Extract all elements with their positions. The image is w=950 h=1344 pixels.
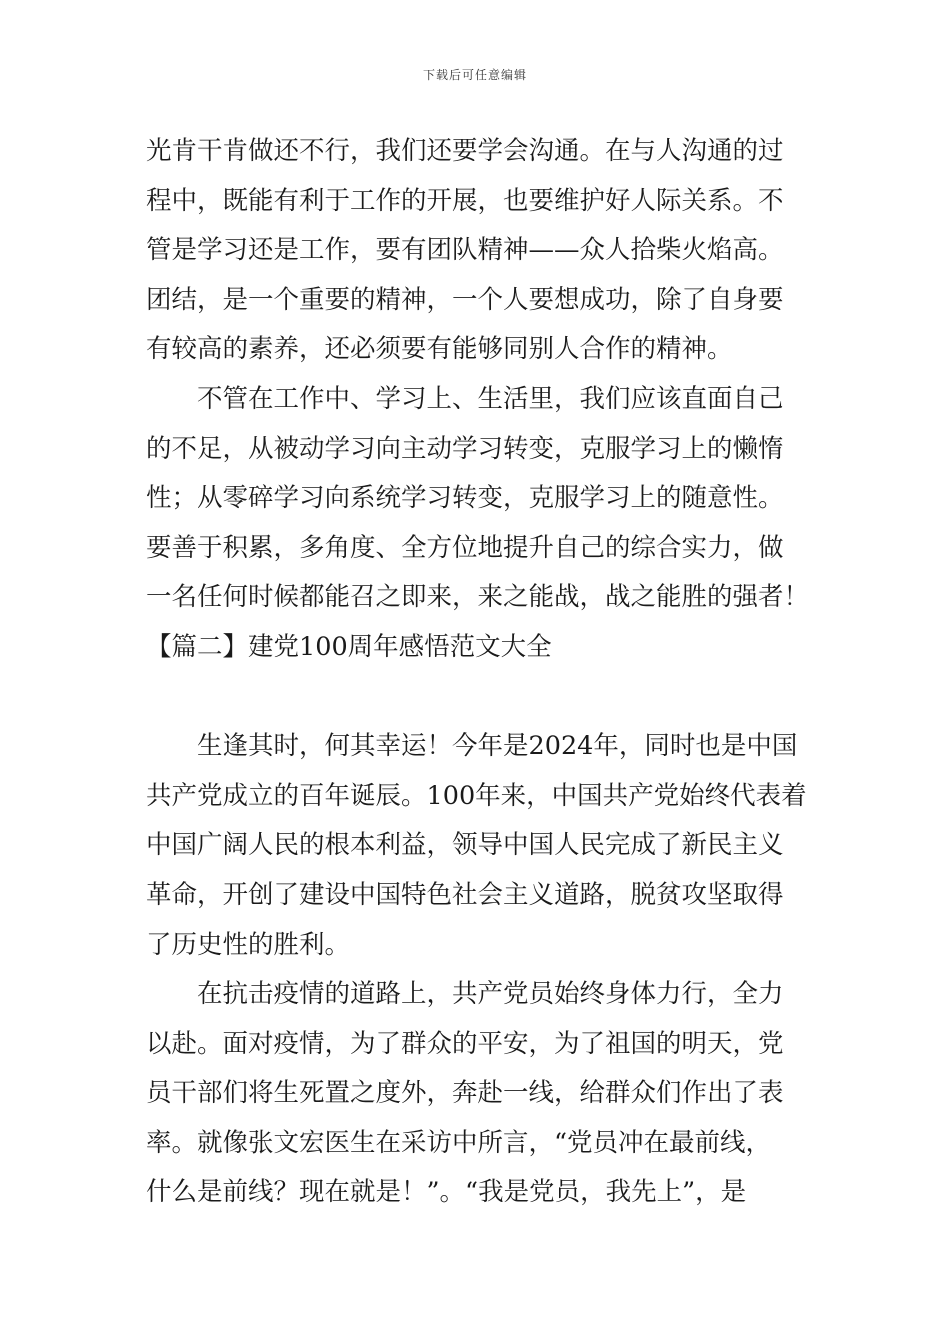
paragraph-line: 共产党成立的百年诞辰。100年来，中国共产党始终代表着 bbox=[146, 780, 807, 811]
paragraph-line: 不管在工作中、学习上、生活里，我们应该直面自己 bbox=[197, 383, 784, 414]
blank-line bbox=[146, 673, 808, 723]
paragraph-line: 管是学习还是工作，要有团队精神——众人拾柴火焰高。 bbox=[146, 235, 784, 266]
paragraph-line: 什么是前线？现在就是！”。“我是党员，我先上”，是 bbox=[146, 1177, 747, 1208]
paragraph-line: 中国广阔人民的根本利益，领导中国人民完成了新民主义 bbox=[146, 830, 784, 861]
document-body bbox=[146, 127, 808, 1218]
section-heading: 【篇二】建党100周年感悟范文大全 bbox=[146, 631, 552, 662]
paragraph-line: 革命，开创了建设中国特色社会主义道路，脱贫攻坚取得 bbox=[146, 879, 784, 910]
paragraph-line: 在抗击疫情的道路上，共产党员始终身体力行，全力 bbox=[197, 979, 784, 1010]
paragraph-line: 了历史性的胜利。 bbox=[146, 929, 351, 960]
paragraph-line: 的不足，从被动学习向主动学习转变，克服学习上的懒惰 bbox=[146, 433, 784, 464]
paragraph-line: 程中，既能有利于工作的开展，也要维护好人际关系。不 bbox=[146, 185, 784, 216]
paragraph-line: 率。就像张文宏医生在采访中所言，“党员冲在最前线， bbox=[146, 1127, 772, 1158]
paragraph-line: 有较高的素养，还必须要有能够同别人合作的精神。 bbox=[146, 334, 733, 365]
paragraph-line: 以赴。面对疫情，为了群众的平安，为了祖国的明天，党 bbox=[146, 1028, 784, 1059]
paragraph-line: 光肯干肯做还不行，我们还要学会沟通。在与人沟通的过 bbox=[146, 136, 784, 166]
paragraph-line: 员干部们将生死置之度外，奔赴一线，给群众们作出了表 bbox=[146, 1078, 784, 1109]
paragraph-line: 团结，是一个重要的精神，一个人要想成功，除了自身要 bbox=[146, 284, 784, 315]
page-header: 下载后可任意编辑 bbox=[422, 68, 527, 82]
paragraph-line: 性；从零碎学习向系统学习转变，克服学习上的随意性。 bbox=[146, 483, 784, 514]
paragraph-line: 生逢其时，何其幸运！今年是2024年，同时也是中国 bbox=[197, 731, 798, 762]
paragraph-line: 要善于积累，多角度、全方位地提升自己的综合实力，做 bbox=[146, 532, 784, 563]
paragraph-line: 一名任何时候都能召之即来，来之能战，战之能胜的强者！ bbox=[146, 582, 810, 613]
